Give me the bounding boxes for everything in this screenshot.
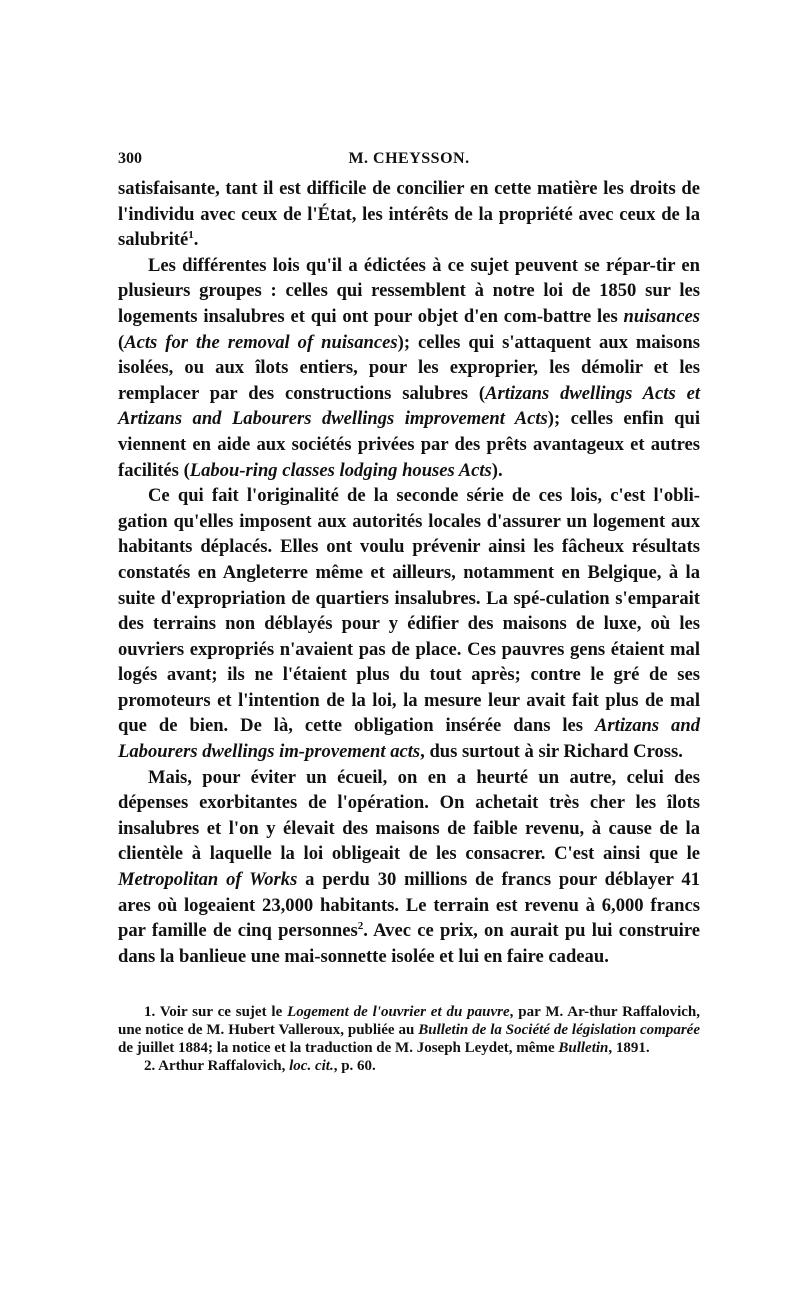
paragraph-4: Mais, pour éviter un écueil, on en a heurté un autre, celui des dépenses exorbitantes de l'opération. On achetait très cher les îlots insalubres et l'on y élevait des maisons de faible revenu, à cause de la clientèle à laquelle la loi obligeait de les consacrer. C'est ainsi que le Metropolitan of Works a perdu 30 millions de francs pour déblayer 41 ares où logeaient 23,000 habitants. Le terrain est revenu à 6,000 francs par famille de cinq personnes$^2$. Avec ce prix, on aurait pu lui construire dans la banlieue une mai-sonnette isolée et lui en faire cadeau.	[118, 766, 701, 967]
footnote-2: 2. Arthur Raffalovich, loc. cit., p. 60.	[144, 1058, 376, 1075]
running-head	[118, 150, 700, 176]
book-page	[118, 150, 700, 1075]
paragraph-2: Les différentes lois qu'il a édictées à ce sujet peuvent se répar-tir en plusieurs groupes : celles qui ressemblent à notre loi de 1850 sur les logements insalubres et qui ont pour objet d'en com-battre les nuisances (Acts for the removal of nuisances); celles qui s'attaquent aux maisons isolées, ou aux îlots entiers, pour les exproprier, les démolir et les remplacer par des constructions salubres (Artizans dwellings Acts et Artizans and Labourers dwellings improvement Acts); celles enfin qui viennent en aide aux sociétés privées par des prêts avantageux et autres facilités (Labou-ring classes lodging houses Acts).	[118, 254, 701, 481]
footnote-ref-1: 1	[188, 229, 194, 241]
footnote-ref-2: 2	[357, 920, 364, 933]
page-number: 300	[118, 150, 142, 167]
paragraph-3: Ce qui fait l'originalité de la seconde série de ces lois, c'est l'obli-gation qu'elles imposent aux autorités locales d'assurer un logement aux habitants déplacés. Elles ont voulu prévenir ainsi les fâcheux résultats constatés en Angleterre même et ailleurs, notamment en Belgique, à la suite d'expropriation de quartiers insalubres. La spé-culation s'emparait des terrains non déblayés pour y édifier des maisons de luxe, où les ouvriers expropriés n'avaient pas de place. Ces pauvres gens étaient mal logés avant; ils ne l'étaient plus du tout après; contre le gré de ses promoteurs et l'intention de la loi, la mesure leur avait fait plus de mal que de bien. De là, cette obligation insérée dans les Artizans and Labourers dwellings im-provement acts, dus surtout à sir Richard Cross.	[118, 485, 700, 763]
footnotes	[118, 1003, 700, 1075]
paragraph-1: satisfaisante, tant il est difficile de concilier en cette matière les droits de l'individu avec ceux de l'État, les intérêts de la propriété avec ceux de la salubrité$^1$.	[118, 178, 700, 251]
body-text	[118, 176, 700, 969]
footnote-1: 1. Voir sur ce sujet le Logement de l'ouvrier et du pauvre, par M. Ar-thur Raffalovich, une notice de M. Hubert Valleroux, publiée au Bulletin de la Société de législation comparée de juillet 1884; la notice et la traduction de M. Joseph Leydet, même Bulletin, 1891.	[118, 1004, 701, 1057]
running-head-author: M. CHEYSSON.	[348, 150, 470, 167]
